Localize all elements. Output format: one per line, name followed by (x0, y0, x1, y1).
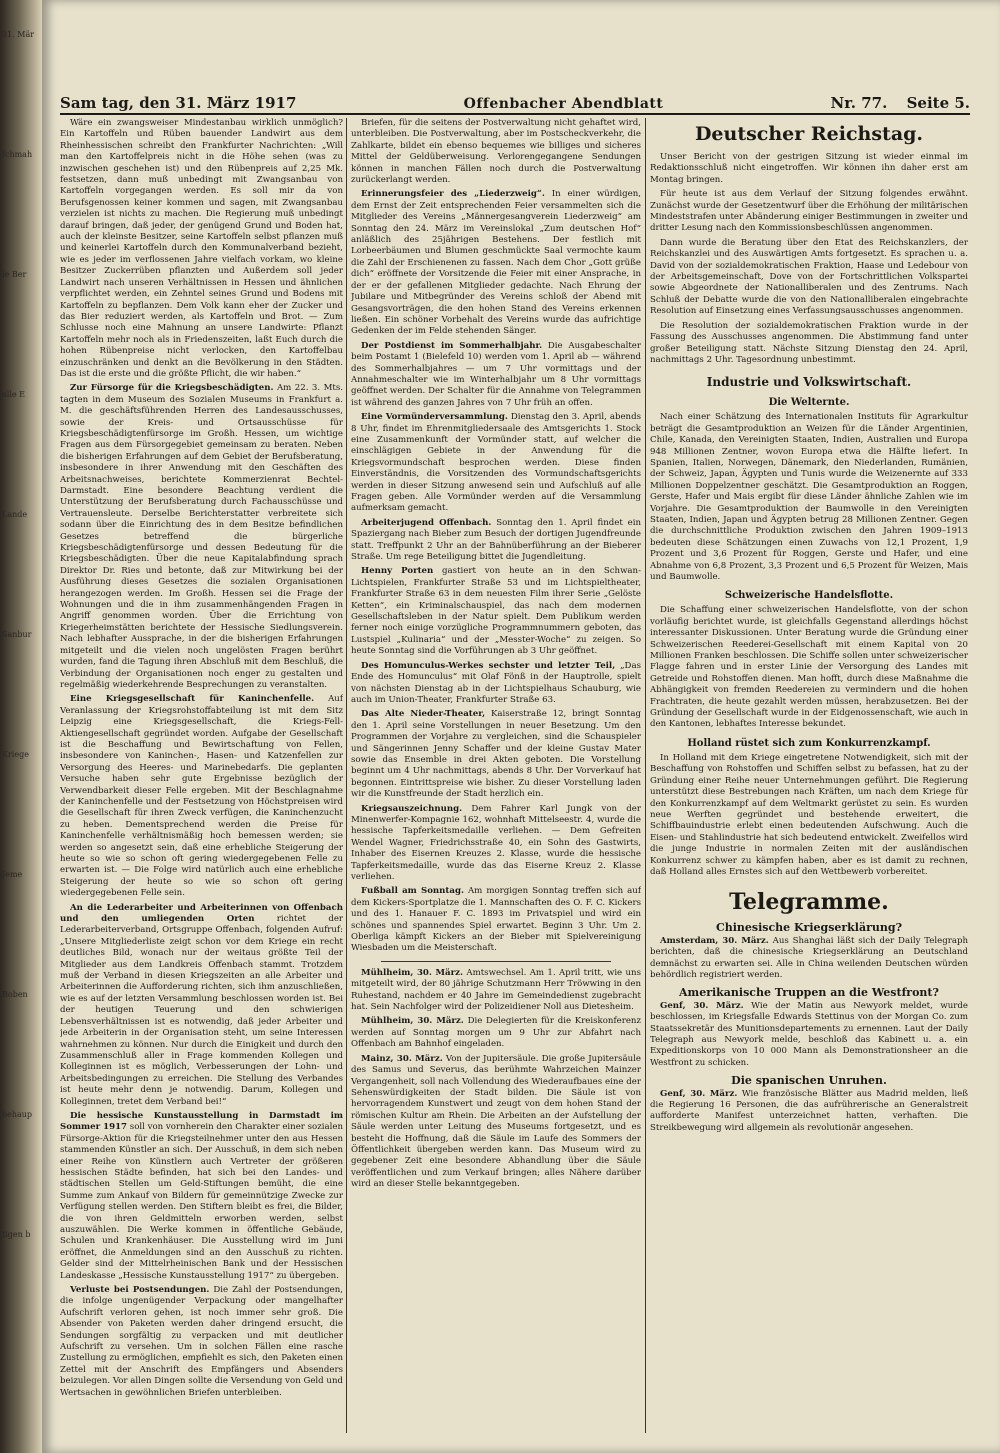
article-text: Die Zahl der Postsendungen, die infolge ungenügender Verpackung oder mangelhafter Aufschrift verloren gehen, ist noch immer sehr groß. Die Absender von Paketen werden daher dringend ersucht, die Sendungen sorgfältig zu verpacken und mit deutlicher Aufschrift zu versehen. Um in solchen Fällen eine rasche Zustellung zu ermöglichen, empfiehlt es sich, den Paketen einen Zettel mit der Anschrift des Empfängers und Absenders beizulegen. Vor allen Dingen sollte die Versendung von Geld und Wertsachen in gewöhnlichen Briefen unterbleiben. (60, 1285, 343, 1398)
article-text: „Das Ende des Homunculus“ mit Olaf Fönß in der Hauptrolle, spielt von nächsten Dienstag ab in der Lichtspielhaus Schauburg, wie auch im Union-Theater, Frankfurter Straße 63. (351, 660, 641, 705)
article-text: Dem Fahrer Karl Jungk von der Minenwerfer-Kompagnie 162, wohnhaft Mittelseestr. 4, wurde die hessische Tapferkeitsmedaille verliehen. — Dem Gefreiten Wendel Wagner, Friedrichsstraße 40, ein Sohn des Gastwirts, Inhaber des Eisernen Kreuzes 2. Klasse, wurde die hessische Tapferkeitsmedaille, wurde das das Eiserne Kreuz 2. Klasse verliehen. (351, 803, 641, 882)
article-lead: Verluste bei Postsendungen. (70, 1285, 210, 1296)
section-heading: Deutscher Reichstag. (694, 123, 924, 145)
column-1 (60, 118, 343, 1433)
previous-page-text-fragment: 31. Mär (2, 30, 35, 39)
article-text: gastiert von heute an in den Schwan-Lichtspielen, Frankfurter Straße 53 und im Lichtspieltheater, Frankfurter Straße 63 in dem neuesten Film ihrer Serie „Gelöste Ketten“, ein Kriminalschauspiel, das nach dem modernen Gesellschaftsleben in der Natur spielt. Dem Publikum werden ferner noch einige vorzügliche Programmnummern geboten, das Lustspiel „Kulinaria“ und der „Messter-Woche“ zu zeigen. So heute Sonntag sind die Vorführungen ab 3 Uhr geöffnet. (351, 566, 641, 657)
article-paragraph (650, 1001, 968, 1069)
article-paragraph (60, 694, 343, 899)
previous-page-text-fragment: Boben (2, 990, 28, 999)
article-lead: Eine Kriegsgesellschaft für Kaninchenfelle. (70, 694, 315, 705)
article-lead: Das Alte Nieder-Theater, (361, 709, 486, 720)
section-separator (381, 961, 611, 962)
article-paragraph (650, 936, 968, 982)
column-3 (650, 118, 968, 1433)
article-paragraph (60, 383, 343, 691)
article-paragraph (60, 118, 343, 380)
previous-page-text-fragment: fchmah (2, 150, 33, 159)
article-lead: Die hessische Kunstausstellung in Darmstadt im Sommer 1917 (60, 1110, 343, 1133)
article-paragraph (650, 753, 968, 878)
previous-page-text-fragment: behaup (2, 1110, 33, 1119)
article-text: Am morgigen Sonntag treffen sich auf dem Kickers-Sportplatze die 1. Mannschaften des O. F. C. Kickers und des 1. Hanauer F. C. 1893 im Privatspiel und wird ein schönes und spannendes Spiel erwartet. Beginn 3 Uhr. Um 2. Oberliga kämpft Kickers an der Bieber mit Spielvereinigung Wiesbaden um die Meisterschaft. (351, 886, 641, 954)
article-paragraph (351, 118, 641, 186)
article-text: Sonntag den 1. April findet ein Spaziergang nach Bieber zum Besuch der dortigen Jugendfreunde statt. Treffpunkt 2 Uhr an der Bahnüberführung an der Bieberer Straße. Um rege Beteiligung bittet die Jugendleitung. (351, 517, 641, 563)
article-paragraph (351, 804, 641, 884)
issue-date: Sam tag, den 31. März 1917 (60, 94, 297, 112)
article-lead: Kriegsauszeichnung. (361, 803, 463, 814)
article-text: Die Resolution der sozialdemokratischen Fraktion wurde in der Fassung des Ausschusses angenommen. Die Abstimmung fand unter großer Beteiligung statt. Nächste Sitzung Dienstag den 24. April, nachmittags 2 Uhr. Tagesordnung unbestimmt. (650, 320, 968, 365)
section-heading: Telegramme. (729, 889, 889, 916)
article-heading: Schweizerische Handelsflotte. (724, 590, 894, 602)
article-lead: Der Postdienst im Sommerhalbjahr. (361, 340, 543, 351)
article-text: In Holland mit dem Kriege eingetretene Notwendigkeit, sich mit der Beschaffung von Rohstoffen und Schiffen selbst zu befassen, hat zu der Gründung einer Reihe neuer Unternehmungen geführt. Die Regierung unterstützt diese Bestrebungen nach Kräften, um nach dem Kriege für den Konkurrenzkampf auf dem Weltmarkt gerüstet zu sein. Es wurden neue Werften gegründet und bestehende erweitert, die Schiffbauindustrie erlebt einen bedeutenden Aufschwung. Auch die Eisen- und Stahlindustrie hat sich bedeutend entwickelt. Zweifellos wird die junge Industrie in normalen Zeiten mit der ausländischen Konkurrenz schwer zu kämpfen haben, aber es ist damit zu rechnen, daß Holland alles Ernstes sich auf den Wettbewerb vorbereitet. (650, 752, 968, 877)
article-paragraph (650, 152, 968, 186)
article-paragraph (650, 605, 968, 730)
article-lead: Genf, 30. März. (660, 1088, 738, 1099)
article-paragraph (351, 1054, 641, 1191)
article-text: Die Ausgabeschalter beim Postamt 1 (Bielefeld 10) werden vom 1. April ab — während des Sommerhalbjahres — um 7 Uhr vormittags und der Annahmeschalter wie im Winterhalbjahr um 8 Uhr vormittags geöffnet werden. Der Schalter für die Annahme von Telegrammen ist während des ganzen Jahres von 7 Uhr früh an offen. (351, 340, 641, 408)
article-paragraph (351, 1016, 641, 1050)
telegram-heading: Die spanischen Unruhen. (731, 1074, 887, 1088)
previous-page-text-fragment: Kriege (2, 750, 29, 759)
article-lead: Mühlheim, 30. März. (361, 967, 464, 978)
issue-number: Nr. 77. (830, 94, 888, 112)
article-lead: Genf, 30. März. (660, 1000, 744, 1011)
article-text: Wie der Matin aus Newyork meldet, wurde beschlossen, im Kriegsfalle Edwards Stettinus von der Morgan Co. zum Staatssekretär des Munitionsdepartements zu ernennen. Laut der Daily Telegraph aus Newyork melde, beschloß das Kabinett u. a. ein Expeditionskorps von 10 000 Mann als Demonstrationsheer an die Westfront zu schicken. (650, 1000, 968, 1068)
article-lead: Mainz, 30. März. (361, 1053, 443, 1064)
article-text: Dann wurde die Beratung über den Etat des Reichskanzlers, der Reichskanzlei und des Auswärtigen Amts fortgesetzt. Es sprachen u. a. David von der sozialdemokratischen Fraktion, Haase und Ledebour von der Arbeitsgemeinschaft, Dove von der Fortschrittlichen Volkspartei sowie Abgeordnete der Nationalliberalen und des Zentrums. Nach Schluß der Debatte wurde die von den Nationalliberalen eingebrachte Resolution auf Einsetzung eines Verfassungsausschusses angenommen. (650, 237, 968, 317)
article-paragraph (351, 968, 641, 1014)
article-text: Kaiserstraße 12, bringt Sonntag den 1. April seine Vorstellungen in neuer Besetzung. Um den Programmen der Vorjahre zu vergleichen, sind die Schauspieler und Sängerinnen Jenny Schaffer und der kleine Gustav Mater sowie das Ensemble in drei Akten geboten. Die Vorstellung beginnt um 4 Uhr nachmittags, abends 8 Uhr. Der Vorverkauf hat begonnen. Eintrittspreise wie bisher. Zu dieser Vorstellung laden wir die Kunstfreunde der Stadt herzlich ein. (351, 709, 641, 800)
article-paragraph (60, 1285, 343, 1399)
article-paragraph (60, 903, 343, 1108)
previous-page-text-fragment: Lande (2, 510, 28, 519)
article-lead: Mühlheim, 30. März. (361, 1016, 464, 1027)
previous-page-text-fragment: Sanbur (2, 630, 32, 639)
article-paragraph (351, 709, 641, 800)
article-paragraph (351, 518, 641, 564)
article-lead: An die Lederarbeiter und Arbeiterinnen von Offenbach und den umliegenden Orten (60, 902, 343, 925)
header-rule (60, 113, 970, 115)
article-text: Briefen, für die seitens der Postverwaltung nicht gehaftet wird, unterbleiben. Die Postverwaltung, aber im Postscheckverkehr, die Zahlkarte, bildet ein ebenso bequemes wie billiges und sicheres Mittel der Geldüberweisung. Verlorengegangene Sendungen können in manchen Fällen noch durch die Postverwaltung zurückerlangt werden. (351, 118, 641, 186)
previous-page-text-fragment: alle E (2, 390, 26, 399)
article-heading: Holland rüstet sich zum Konkurrenzkampf. (687, 737, 931, 749)
telegram-heading: Chinesische Kriegserklärung? (715, 921, 903, 935)
article-text: Unser Bericht von der gestrigen Sitzung ist wieder einmal im Redaktionsschluß nicht eingetroffen. Wir können ihn daher erst am Montag bringen. (650, 152, 968, 185)
article-paragraph (351, 341, 641, 409)
column-divider (346, 118, 347, 1433)
article-paragraph (650, 1089, 968, 1135)
previous-page-text-fragment: tigen b (2, 1230, 31, 1239)
article-lead: Amsterdam, 30. März. (660, 935, 769, 946)
newspaper-page (42, 0, 1000, 1453)
article-text: Dienstag den 3. April, abends 8 Uhr, findet im Ehrenmitgliedersaale des Amtsgerichts 1. Stock eine Zusammenkunft der Vormünder statt, auf welcher die einschlägigen Gebiete in der Anwendung für die Kriegsvormundschaft besprochen werden. Diese finden Einverständnis, die Vorsitzenden des Vormundschaftsgerichts werden in dieser Sitzung anwesend sein und Aufschluß auf alle Fragen geben. Alle Vormünder werden auf die Versammlung aufmerksam gemacht. (351, 412, 641, 514)
issue-and-page (831, 94, 970, 112)
previous-page-edge (0, 0, 42, 1453)
article-text: Die Schaffung einer schweizerischen Handelsflotte, von der schon vorläufig berichtet wurde, ist gleichfalls Gegenstand allerdings höchst interessanter Diskussionen. Unter Beratung wurde die Gründung einer Schweizerischen Reederei-Gesellschaft mit einem Kapital von 20 Millionen Franken beschlossen. Die Schiffe sollen unter schweizerischer Flagge fahren und in erster Linie der Versorgung des Landes mit Getreide und Rohstoffen dienen. Man hofft, durch diese Maßnahme die Abhängigkeit von fremden Reedereien zu vermindern und die hohen Frachtraten, die heute gezahlt werden müssen, herabzusetzen. Bei der Gründung der Gesellschaft wurde in der Eidgenossenschaft, wie auch in den Kantonen, lebhaftes Interesse bekundet. (650, 605, 968, 730)
article-text: Wie französische Blätter aus Madrid melden, ließ die Regierung 16 Personen, die das aufrührerische an Generalstreit aufforderte Manifest unterzeichnet hatten, verhaften. Die Streikbewegung wird allgemein als revolutionär angesehen. (650, 1088, 968, 1133)
article-paragraph (351, 886, 641, 954)
article-paragraph (351, 661, 641, 707)
article-lead: Eine Vormünderversammlung. (361, 412, 508, 423)
article-lead: Des Homunculus-Werkes sechster und letzter Teil, (361, 660, 616, 671)
article-lead: Arbeiterjugend Offenbach. (361, 517, 492, 528)
article-text: Für heute ist aus dem Verlauf der Sitzung folgendes erwähnt. Zunächst wurde der Gesetzentwurf über die Erhöhung der militärischen Mindeststrafen unter Abänderung einiger Bestimmungen in zweiter und dritter Lesung nach den Kommissionsbeschlüssen angenommen. (650, 189, 968, 234)
article-paragraph (650, 238, 968, 318)
article-text: Wäre ein zwangsweiser Mindestanbau wirklich unmöglich? Ein Kartoffeln und Rüben bauender Landwirt aus dem Rheinhessischen schreibt den Frankfurter Nachrichten: „Will man den Kartoffelpreis nicht in die Höhe sehen (was zu inzwischen geschehen ist) und den Rübenpreis auf 2,25 Mk. festsetzen, dann muß unbedingt mit Zwangsanbau von Kartoffeln vorgegangen werden. Es soll mir da von Berufsgenossen keiner kommen und sagen, mit Zwangsanbau verzielen ist nichts zu machen. Die Regierung muß unbedingt darauf bringen, daß jeder, der genügend Grund und Boden hat, auch der kleinste Besitzer, seine Kartoffeln selbst pflanzen muß und keinerlei Kartoffeln durch den Kommunalverband bezieht, wie es jeder im verflossenen Jahre vielfach vorkam, wo kleine Besitzer Zuckerrüben pflanzten und Außerdem soll jeder Landwirt nach unseren Verhältnissen in Hessen und ähnlichen verpflichtet werden, ein Zehntel seines Grund und Bodens mit Kartoffeln zu bepflanzen. Dem Volk kann eher der Zucker und das Bier reduziert werden, als Kartoffeln und Brot. — Zum Schlusse noch eine Mahnung an unsere Landwirte: Pflanzt Kartoffeln mehr noch als in Friedenszeiten, laßt Euch durch die hohen Rübenpreise nicht verlocken, den Kartoffelbau einzuschränken und denkt an die Bevölkerung in den Städten. Das ist die erste und die größte Pflicht, die wir haben.“ (60, 118, 343, 379)
column-2 (351, 118, 641, 1433)
article-paragraph (650, 189, 968, 235)
article-text: Aus Shanghai läßt sich der Daily Telegraph berichten, daß die chinesische Kriegserklärung an Deutschland demnächst zu erwarten sei. Alle in China weilenden Deutschen würden behördlich registriert werden. (650, 935, 968, 980)
article-lead: Fußball am Sonntag. (361, 886, 464, 897)
column-divider (645, 118, 646, 1433)
article-paragraph (650, 412, 968, 583)
article-paragraph (351, 189, 641, 337)
article-text: Von der Jupitersäule. Die große Jupitersäule des Samus und Severus, das berühmte Wahrzeichen Mainzer Vergangenheit, soll nach Vollendung des Wiederaufbaues eine der Sehenswürdigkeiten der Stadt bilden. Die Säule ist von hervorragendem Kunstwert und zeugt von dem hohen Stand der römischen Kultur am Rhein. Die Arbeiten an der Aufstellung der Säule werden unter Leitung des Museums fortgesetzt, und es besteht die Hoffnung, daß die Säule im Laufe des Sommers der Öffentlichkeit übergeben werden kann. Das Museum wird zu gegebener Zeit eine besondere Abhandlung über die Säule veröffentlichen und zum Verkauf bringen; alles Nähere darüber wird an dieser Stelle bekanntgegeben. (351, 1053, 641, 1190)
article-lead: Henny Porten (361, 566, 434, 577)
article-text: Amtswechsel. Am 1. April tritt, wie uns mitgeteilt wird, der 80 jährige Schutzmann Herr Tröwwing in den Ruhestand, nachdem er 40 Jahre im Gemeindedienst zugebracht hat. Sein Nachfolger wird der Polizeidiener Noll aus Dietesheim. (351, 967, 641, 1013)
article-paragraph (351, 412, 641, 515)
article-text: Die Delegierten für die Kreiskonferenz werden auf Sonntag morgen um 9 Uhr zur Abfahrt nach Offenbach am Bahnhof eingeladen. (351, 1016, 641, 1050)
article-text: In einer würdigen, dem Ernst der Zeit entsprechenden Feier versammelten sich die Mitglieder des Vereins „Männergesangverein Liederzweig“ am Sonntag den 24. März im Vereinslokal „Zum deutschen Hof“ anläßlich des 25jährigen Bestehens. Der festlich mit Lorbeerbäumen und Blumen geschmückte Saal vermochte kaum die Zahl der Erschienenen zu fassen. Nach dem Chor „Gott grüße dich“ eröffnete der Vorsitzende die Feier mit einer Ansprache, in der er der gefallenen Mitglieder gedachte. Nach Ehrung der Jubilare und Mitbegründer des Vereins schloß der Abend mit Gesangsvorträgen, die den hohen Stand des Vereins erkennen ließen. Ein schöner Vorbehalt des Vereins wurde das aufrichtige Gedenken der im Felde stehenden Sänger. (351, 189, 641, 337)
previous-page-text-fragment: le Ber (2, 270, 27, 279)
article-text: Auf Veranlassung der Kriegsrohstoffabteilung ist mit dem Sitz Leipzig eine Kriegsgesellschaft, die Kriegs-Fell-Aktiengesellschaft gegründet worden. Aufgabe der Gesellschaft ist die Beschaffung und Bewirtschaftung von Fellen, insbesondere von Kaninchen-, Hasen- und Katzenfellen zur Versorgung des Heeres- und Marinebedarfs. Die geplanten Versuche haben sehr gute Ergebnisse bezüglich der Verwendbarkeit dieser Felle ergeben. Mit der Beschlagnahme der Kaninchenfelle und der Festsetzung von Höchstpreisen wird die Gesellschaft für ihren Zweck verfügen, die Kaninchenzucht zu heben. Dementsprechend werden die Preise für Kaninchenfelle verhältnismäßig hoch bemessen werden; sie werden so angesetzt sein, daß eine erhebliche Steigerung der heute so wie so schon oft gering wiedergegebenen Felle zu erwarten ist. — Die Folge wird natürlich auch eine erhebliche Steigerung der heute so wie so schon oft gering wiedergegebenen Felle sein. (60, 694, 343, 899)
article-text: Nach einer Schätzung des Internationalen Instituts für Agrarkultur beträgt die Gesamtproduktion an Weizen für die Länder Argentinien, Chile, Kanada, den Vereinigten Staaten, Indien, Australien und Europa 948 Millionen Zentner, wovon Europa etwa die Hälfte liefert. In Spanien, Italien, Norwegen, Dänemark, den Niederlanden, Rumänien, der Schweiz, Japan, Ägypten und Tunis wurde die Weizenernte auf 333 Millionen Doppelzentner geschätzt. Die Gesamtproduktion an Roggen, Gerste, Hafer und Mais ergibt für diese Länder ähnliche Zahlen wie im Vorjahre. Die Gesamtproduktion der Baumwolle in den Vereinigten Staaten, Indien, Japan und Ägypten betrug 28 Millionen Zentner. Gegen die durchschnittliche Produktion zwischen den Jahren 1909–1913 bedeuten diese Schätzungen einen Zuwachs von 12,1 Prozent, 1,9 Prozent und 3,6 Prozent für Roggen, Gerste und Hafer, und eine Abnahme von 6,8 Prozent, 3,3 Prozent und 6,5 Prozent für Weizen, Mais und Baumwolle. (650, 412, 968, 582)
article-paragraph (650, 321, 968, 367)
article-heading: Die Welternte. (768, 397, 850, 409)
article-text: richtet der Lederarbeiterverband, Ortsgruppe Offenbach, folgenden Aufruf: „Unsere Mitgliederliste zeigt schon vor dem Kriege ein recht deutliches Bild, wonach nur der weitaus größte Teil der Mitglieder aus dem Landkreis Offenbach stammt. Trotzdem muß der Verband in diesen Kriegszeiten an alle Arbeiter und Arbeiterinnen die Aufforderung richten, sich ihm anzuschließen, wie es auf der letzten Versammlung beschlossen worden ist. Bei der heutigen Teuerung und den schwierigen Lebensverhältnissen ist es notwendig, daß jeder Arbeiter und jede Arbeiterin in der Organisation steht, um seine Interessen wahrnehmen zu können. Nur durch die Einigkeit und durch den Zusammenschluß aller in Frage kommenden Kollegen und Kolleginnen ist es möglich, Verbesserungen der Lohn- und Arbeitsbedingungen zu erreichen. Die Stellung des Verbandes ist heute mehr denn je notwendig. Darum, Kollegen und Kolleginnen, tretet dem Verband bei!“ (60, 914, 343, 1107)
page-header (60, 82, 970, 112)
article-lead: Erinnerungsfeier des „Liederzweig“. (361, 189, 545, 200)
article-paragraph (60, 1111, 343, 1282)
section-heading: Industrie und Volkswirtschaft. (706, 375, 912, 390)
article-text: Am 22. 3. Mts. tagten in dem Museum des Sozialen Museums in Frankfurt a. M. die geschäftsführenden Herren des Landesausschusses, sowie der Kreis- und Ortsausschüsse für Kriegsbeschädigtenfürsorge im Großh. Hessen, um wichtige Fragen aus dem Fürsorgegebiet gemeinsam zu beraten. Neben die bisherigen Erfahrungen auf dem Gebiet der Berufsberatung, insbesondere in ihrer Anwendung mit den Geschäften des Arbeitsnachweises, berichtete Kommerzienrat Bechtel-Darmstadt. Eine besondere Beachtung verdient die Unterstützung der Berufsberatung durch Fachausschüsse und Vertrauensleute. Derselbe Berichterstatter verbreitete sich sodann über die Einrichtung des in dem Besitze befindlichen Gesetzes betreffend die bürgerliche Kriegsbeschädigtenfürsorge und dessen Bedeutung für die Kriegsbeschädigten. Über die neue Kapitalabfindung sprach Direktor Dr. Ries und betonte, daß zur Mitwirkung bei der Ausführung dieses Gesetzes die sozialen Organisationen herangezogen werden. Im Großh. Hessen sei die Frage der Wohnungen und die in ihm zusammenhängenden Fragen in Angriff genommen worden. Über die Errichtung von Kriegerheimstätten berichtete der Hessische Siedlungsverein. Nach lebhafter Aussprache, in der die bisherigen Erfahrungen mitgeteilt und die vielen noch ungelösten Fragen berührt wurden, fand die Tagung ihren Abschluß mit dem Beschluß, die Verbindung der Organisationen noch enger zu gestalten und regelmäßig wiederkehrende Besprechungen zu veranstalten. (60, 383, 343, 690)
page-number: Seite 5. (906, 94, 970, 112)
article-paragraph (351, 566, 641, 657)
article-text: soll von vornherein den Charakter einer sozialen Fürsorge-Aktion für die Kriegsteilnehmer unter den aus Hessen stammenden Künstler an sich. Der Ausschuß, in dem sich neben einer Reihe von Künstlern auch Vertreter der größeren hessischen Städte befinden, hat sich bei den Landes- und städtischen Stellen um Geld-Stiftungen bemüht, die eine Summe zum Ankauf von Bildern für gemeinnützige Zwecke zur Verfügung stellen werden. Den Stiftern bleibt es frei, die Bilder, die von ihren Geldmitteln erworben werden, selbst auszuwählen. Die Werke kommen in öffentliche Gebäude, Schulen und Krankenhäuser. Die Ausstellung wird im Juni eröffnet, die Anmeldungen sind an den Ausschuß zu richten. Gelder sind der Mittelrheinischen Bank und der Hessischen Landeskasse „Hessische Kunstausstellung 1917“ zu übergeben. (60, 1122, 343, 1281)
article-lead: Zur Fürsorge für die Kriegsbeschädigten. (70, 383, 274, 394)
telegram-heading: Amerikanische Truppen an die Westfront? (679, 986, 939, 1000)
previous-page-text-fragment: Jeme (2, 870, 23, 879)
newspaper-title: Offenbacher Abendblatt (463, 96, 664, 112)
